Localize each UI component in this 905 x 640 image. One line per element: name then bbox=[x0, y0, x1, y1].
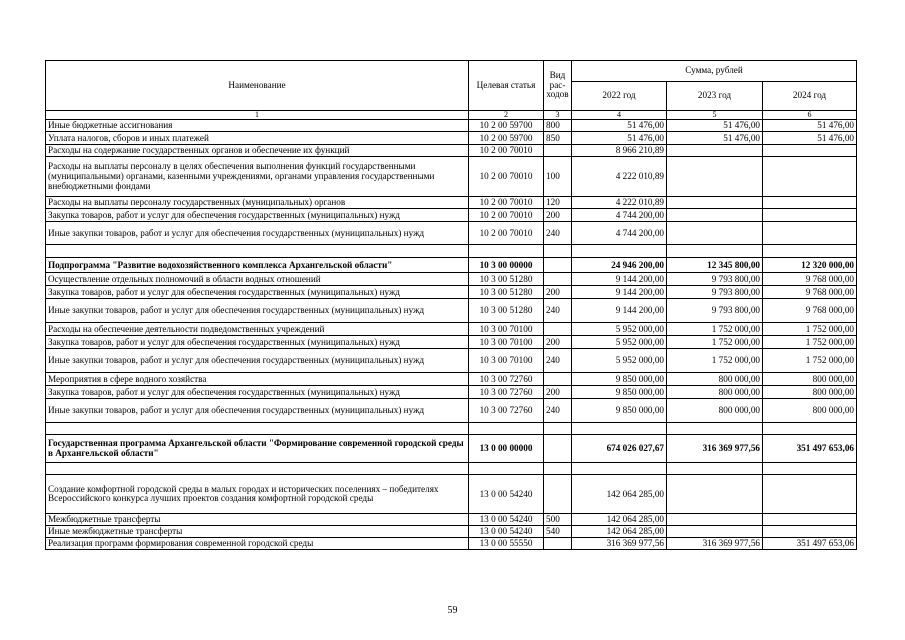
row-sum-2024: 9 768 000,00 bbox=[763, 273, 857, 286]
row-sum-2022: 4 222 010,89 bbox=[572, 197, 667, 209]
row-sum-2023 bbox=[667, 157, 763, 197]
row-sum-2023 bbox=[667, 222, 763, 245]
row-name: Иные закупки товаров, работ и услуг для обеспечения государственных (муниципальных) нужд bbox=[46, 349, 469, 373]
row-target: 10 3 00 72760 bbox=[469, 399, 544, 423]
budget-table bbox=[45, 60, 857, 550]
row-vid bbox=[544, 273, 572, 286]
row-vid: 850 bbox=[544, 132, 572, 145]
row-sum-2023 bbox=[667, 245, 763, 258]
row-name: Расходы на выплаты персоналу государственных (муниципальных) органов bbox=[46, 197, 469, 209]
row-sum-2022: 51 476,00 bbox=[572, 132, 667, 145]
table-row bbox=[46, 258, 857, 273]
table-row bbox=[46, 423, 857, 435]
row-sum-2023: 800 000,00 bbox=[667, 399, 763, 423]
row-sum-2024 bbox=[763, 209, 857, 222]
index-cell: 3 bbox=[544, 111, 572, 120]
row-name: Межбюджетные трансферты bbox=[46, 514, 469, 526]
row-sum-2023 bbox=[667, 526, 763, 538]
row-sum-2023: 51 476,00 bbox=[667, 120, 763, 132]
row-sum-2023: 51 476,00 bbox=[667, 132, 763, 145]
row-sum-2022: 316 369 977,56 bbox=[572, 538, 667, 550]
row-vid bbox=[544, 423, 572, 435]
row-name: Расходы на выплаты персоналу в целях обеспечения выполнения функций государственными (муниципальными) органами, казенными учреждениями, органами управления государственными внебюджетными фондами bbox=[46, 157, 469, 197]
table-row bbox=[46, 197, 857, 209]
row-name: Закупка товаров, работ и услуг для обеспечения государственных (муниципальных) нужд bbox=[46, 286, 469, 299]
row-target: 13 0 00 55550 bbox=[469, 538, 544, 550]
table-body bbox=[46, 120, 857, 550]
row-sum-2023: 1 752 000,00 bbox=[667, 349, 763, 373]
table-row bbox=[46, 286, 857, 299]
row-sum-2023: 9 793 800,00 bbox=[667, 273, 763, 286]
row-sum-2024: 800 000,00 bbox=[763, 373, 857, 386]
row-sum-2024: 9 768 000,00 bbox=[763, 286, 857, 299]
row-target: 13 0 00 54240 bbox=[469, 475, 544, 514]
row-sum-2024 bbox=[763, 145, 857, 157]
row-name: Иные межбюджетные трансферты bbox=[46, 526, 469, 538]
row-sum-2022 bbox=[572, 245, 667, 258]
row-vid: 240 bbox=[544, 399, 572, 423]
row-name: Мероприятия в сфере водного хозяйства bbox=[46, 373, 469, 386]
row-sum-2023: 9 793 800,00 bbox=[667, 286, 763, 299]
row-target: 10 2 00 70010 bbox=[469, 209, 544, 222]
index-cell: 5 bbox=[667, 111, 763, 120]
row-vid: 200 bbox=[544, 209, 572, 222]
row-name: Осуществление отдельных полномочий в области водных отношений bbox=[46, 273, 469, 286]
row-name: Создание комфортной городской среды в малых городах и исторических поселениях – победителях Всероссийского конкурса лучших проектов создания комфортной городской среды bbox=[46, 475, 469, 514]
row-sum-2022: 4 222 010,89 bbox=[572, 157, 667, 197]
row-sum-2024: 800 000,00 bbox=[763, 399, 857, 423]
row-target: 10 3 00 70100 bbox=[469, 349, 544, 373]
row-sum-2024: 351 497 653,06 bbox=[763, 435, 857, 463]
row-target bbox=[469, 423, 544, 435]
header-2024: 2024 год bbox=[763, 82, 857, 111]
table-row bbox=[46, 386, 857, 399]
row-name: Иные закупки товаров, работ и услуг для обеспечения государственных (муниципальных) нужд bbox=[46, 399, 469, 423]
row-name: Уплата налогов, сборов и иных платежей bbox=[46, 132, 469, 145]
row-sum-2024: 1 752 000,00 bbox=[763, 349, 857, 373]
row-vid bbox=[544, 373, 572, 386]
index-cell: 1 bbox=[46, 111, 469, 120]
row-vid: 240 bbox=[544, 299, 572, 323]
table-row bbox=[46, 209, 857, 222]
table-row bbox=[46, 435, 857, 463]
table-row bbox=[46, 273, 857, 286]
header-vid: Вид рас-ходов bbox=[544, 61, 572, 111]
row-vid: 200 bbox=[544, 386, 572, 399]
row-sum-2023 bbox=[667, 145, 763, 157]
row-target: 10 2 00 59700 bbox=[469, 120, 544, 132]
row-sum-2023: 1 752 000,00 bbox=[667, 323, 763, 336]
table-row bbox=[46, 475, 857, 514]
table-row bbox=[46, 132, 857, 145]
row-target: 10 3 00 72760 bbox=[469, 373, 544, 386]
row-vid: 100 bbox=[544, 157, 572, 197]
row-sum-2022 bbox=[572, 423, 667, 435]
row-name bbox=[46, 463, 469, 475]
table-row bbox=[46, 463, 857, 475]
row-sum-2023 bbox=[667, 463, 763, 475]
header-sum: Сумма, рублей bbox=[572, 61, 857, 82]
row-sum-2024: 12 320 000,00 bbox=[763, 258, 857, 273]
table-row bbox=[46, 299, 857, 323]
row-name: Расходы на обеспечение деятельности подведомственных учреждений bbox=[46, 323, 469, 336]
row-target: 10 3 00 51280 bbox=[469, 299, 544, 323]
row-target bbox=[469, 463, 544, 475]
row-name: Реализация программ формирования современной городской среды bbox=[46, 538, 469, 550]
row-name: Закупка товаров, работ и услуг для обеспечения государственных (муниципальных) нужд bbox=[46, 336, 469, 349]
row-vid bbox=[544, 538, 572, 550]
row-sum-2024 bbox=[763, 245, 857, 258]
row-sum-2024 bbox=[763, 197, 857, 209]
table-row bbox=[46, 399, 857, 423]
row-sum-2022: 9 144 200,00 bbox=[572, 286, 667, 299]
row-target: 10 2 00 70010 bbox=[469, 197, 544, 209]
table-row bbox=[46, 538, 857, 550]
row-sum-2022: 674 026 027,67 bbox=[572, 435, 667, 463]
table-row bbox=[46, 145, 857, 157]
row-sum-2024: 800 000,00 bbox=[763, 386, 857, 399]
table-row bbox=[46, 157, 857, 197]
table-row bbox=[46, 349, 857, 373]
row-sum-2024: 51 476,00 bbox=[763, 120, 857, 132]
row-sum-2023 bbox=[667, 514, 763, 526]
row-target: 10 2 00 70010 bbox=[469, 157, 544, 197]
table-row bbox=[46, 373, 857, 386]
row-vid: 120 bbox=[544, 197, 572, 209]
header-2023: 2023 год bbox=[667, 82, 763, 111]
row-sum-2022 bbox=[572, 463, 667, 475]
row-sum-2023: 800 000,00 bbox=[667, 386, 763, 399]
row-sum-2023: 316 369 977,56 bbox=[667, 435, 763, 463]
table-row bbox=[46, 245, 857, 258]
row-sum-2023 bbox=[667, 423, 763, 435]
page-number: 59 bbox=[447, 605, 458, 616]
row-target: 10 3 00 72760 bbox=[469, 386, 544, 399]
row-sum-2024 bbox=[763, 475, 857, 514]
row-target: 10 3 00 70100 bbox=[469, 323, 544, 336]
row-sum-2023 bbox=[667, 475, 763, 514]
row-sum-2024 bbox=[763, 157, 857, 197]
row-vid bbox=[544, 463, 572, 475]
row-sum-2022: 24 946 200,00 bbox=[572, 258, 667, 273]
row-sum-2022: 9 144 200,00 bbox=[572, 299, 667, 323]
table-row bbox=[46, 336, 857, 349]
row-vid: 500 bbox=[544, 514, 572, 526]
row-sum-2024: 1 752 000,00 bbox=[763, 323, 857, 336]
row-sum-2024: 351 497 653,06 bbox=[763, 538, 857, 550]
row-target: 10 3 00 00000 bbox=[469, 258, 544, 273]
row-target: 13 0 00 54240 bbox=[469, 514, 544, 526]
table-row bbox=[46, 120, 857, 132]
row-name: Закупка товаров, работ и услуг для обеспечения государственных (муниципальных) нужд bbox=[46, 386, 469, 399]
row-name: Иные закупки товаров, работ и услуг для обеспечения государственных (муниципальных) нужд bbox=[46, 299, 469, 323]
row-sum-2022: 8 966 210,89 bbox=[572, 145, 667, 157]
index-cell: 4 bbox=[572, 111, 667, 120]
row-sum-2024 bbox=[763, 514, 857, 526]
row-target: 10 3 00 70100 bbox=[469, 336, 544, 349]
row-vid: 200 bbox=[544, 286, 572, 299]
row-sum-2022: 4 744 200,00 bbox=[572, 222, 667, 245]
row-sum-2022: 142 064 285,00 bbox=[572, 526, 667, 538]
index-cell: 6 bbox=[763, 111, 857, 120]
row-target: 10 3 00 51280 bbox=[469, 273, 544, 286]
row-target: 10 2 00 70010 bbox=[469, 145, 544, 157]
row-vid bbox=[544, 435, 572, 463]
row-sum-2024 bbox=[763, 423, 857, 435]
row-sum-2022: 142 064 285,00 bbox=[572, 475, 667, 514]
row-name: Закупка товаров, работ и услуг для обеспечения государственных (муниципальных) нужд bbox=[46, 209, 469, 222]
row-sum-2023: 9 793 800,00 bbox=[667, 299, 763, 323]
row-sum-2022: 5 952 000,00 bbox=[572, 349, 667, 373]
row-vid: 800 bbox=[544, 120, 572, 132]
row-name: Иные закупки товаров, работ и услуг для обеспечения государственных (муниципальных) нужд bbox=[46, 222, 469, 245]
row-target: 13 0 00 00000 bbox=[469, 435, 544, 463]
row-target: 10 2 00 70010 bbox=[469, 222, 544, 245]
index-cell: 2 bbox=[469, 111, 544, 120]
row-sum-2022: 9 850 000,00 bbox=[572, 399, 667, 423]
row-sum-2022: 51 476,00 bbox=[572, 120, 667, 132]
row-name bbox=[46, 245, 469, 258]
row-sum-2024: 1 752 000,00 bbox=[763, 336, 857, 349]
row-sum-2023: 12 345 800,00 bbox=[667, 258, 763, 273]
row-vid: 200 bbox=[544, 336, 572, 349]
row-name bbox=[46, 423, 469, 435]
row-target: 10 3 00 51280 bbox=[469, 286, 544, 299]
row-sum-2023: 316 369 977,56 bbox=[667, 538, 763, 550]
row-vid bbox=[544, 245, 572, 258]
row-sum-2024: 9 768 000,00 bbox=[763, 299, 857, 323]
row-sum-2022: 5 952 000,00 bbox=[572, 323, 667, 336]
row-sum-2022: 4 744 200,00 bbox=[572, 209, 667, 222]
row-vid: 240 bbox=[544, 349, 572, 373]
row-vid bbox=[544, 258, 572, 273]
table-row bbox=[46, 526, 857, 538]
row-target: 10 2 00 59700 bbox=[469, 132, 544, 145]
header-name: Наименование bbox=[46, 61, 469, 111]
table-row bbox=[46, 323, 857, 336]
row-vid bbox=[544, 475, 572, 514]
row-vid: 240 bbox=[544, 222, 572, 245]
row-name: Иные бюджетные ассигнования bbox=[46, 120, 469, 132]
row-target bbox=[469, 245, 544, 258]
header-2022: 2022 год bbox=[572, 82, 667, 111]
table-row bbox=[46, 514, 857, 526]
row-sum-2022: 9 850 000,00 bbox=[572, 386, 667, 399]
row-sum-2022: 142 064 285,00 bbox=[572, 514, 667, 526]
row-vid bbox=[544, 145, 572, 157]
table-row bbox=[46, 222, 857, 245]
row-name: Государственная программа Архангельской области "Формирование современной городской среды в Архангельской области" bbox=[46, 435, 469, 463]
row-name: Расходы на содержание государственных органов и обеспечение их функций bbox=[46, 145, 469, 157]
row-sum-2024 bbox=[763, 463, 857, 475]
row-sum-2023: 800 000,00 bbox=[667, 373, 763, 386]
row-name: Подпрограмма "Развитие водохозяйственного комплекса Архангельской области" bbox=[46, 258, 469, 273]
row-sum-2022: 9 850 000,00 bbox=[572, 373, 667, 386]
row-sum-2023 bbox=[667, 197, 763, 209]
row-sum-2022: 5 952 000,00 bbox=[572, 336, 667, 349]
row-sum-2024: 51 476,00 bbox=[763, 132, 857, 145]
row-sum-2023: 1 752 000,00 bbox=[667, 336, 763, 349]
row-target: 13 0 00 54240 bbox=[469, 526, 544, 538]
row-sum-2022: 9 144 200,00 bbox=[572, 273, 667, 286]
row-vid bbox=[544, 323, 572, 336]
row-sum-2024 bbox=[763, 222, 857, 245]
header-target: Целевая статья bbox=[469, 61, 544, 111]
table-header bbox=[46, 61, 857, 120]
row-vid: 540 bbox=[544, 526, 572, 538]
row-sum-2023 bbox=[667, 209, 763, 222]
row-sum-2024 bbox=[763, 526, 857, 538]
